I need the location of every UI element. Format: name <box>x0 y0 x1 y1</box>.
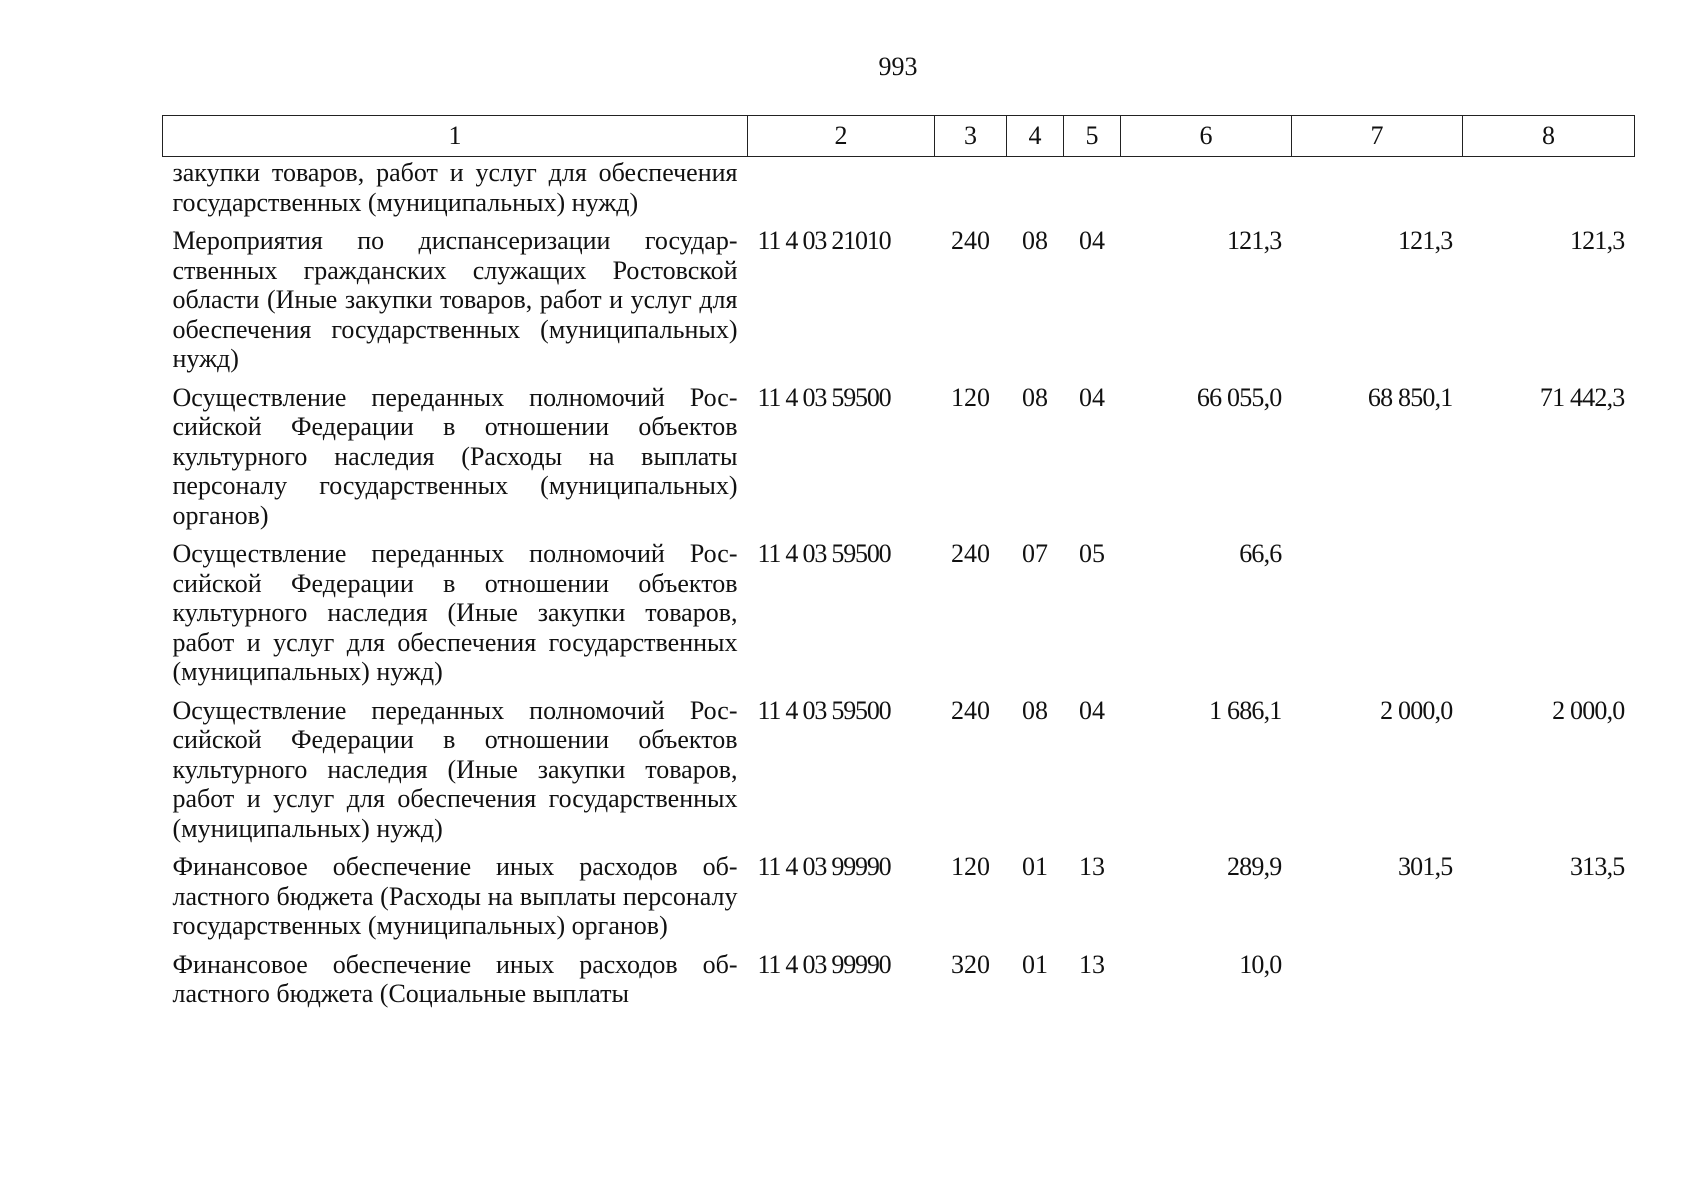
row-code: 11 4 03 59500 <box>757 382 891 412</box>
row-code: 11 4 03 99990 <box>757 852 891 881</box>
row-name: закупки товаров, работ и услуг для обеспечения государственных (муниципальных) нужд) <box>172 158 738 217</box>
row-name: Осуществление переданных полномочий Российской Федерации в отношении объектов культурного наследия (Расходы на выплаты персоналу государственных (муниципальных) органов) <box>172 382 738 530</box>
row-year2 <box>1292 530 1463 687</box>
row-rz: 01 <box>1022 852 1048 881</box>
header-row <box>163 116 1635 157</box>
row-year1: 121,3 <box>1226 226 1282 255</box>
row-pr: 04 <box>1079 382 1105 412</box>
row-pr: 04 <box>1079 226 1105 255</box>
row-year1: 289,9 <box>1226 852 1282 881</box>
row-vr: 320 <box>951 949 990 979</box>
row-year3: 121,3 <box>1569 226 1625 255</box>
table-row <box>163 530 1635 687</box>
table-row <box>163 843 1635 941</box>
table-row <box>163 374 1635 531</box>
row-rz: 07 <box>1022 539 1048 568</box>
row-code: 11 4 03 99990 <box>757 949 891 979</box>
table-header <box>163 116 1635 157</box>
row-pr <box>1064 157 1121 218</box>
row-name: Финансовое обеспечение иных расходов областного бюджета (Расходы на выплаты персоналу государственных (муниципальных) органов) <box>172 852 738 940</box>
row-year1: 66,6 <box>1239 539 1282 568</box>
row-name: Осуществление переданных полномочий Российской Федерации в отношении объектов культурного наследия (Иные закупки товаров, работ и услуг для обеспечения государственных (муниципальных) нужд) <box>172 695 738 843</box>
row-year1: 1 686,1 <box>1209 695 1282 725</box>
row-year1: 66 055,0 <box>1196 382 1282 412</box>
row-code: 11 4 03 59500 <box>757 539 891 568</box>
header-col-4: 4 <box>1007 116 1064 157</box>
row-name: Осуществление переданных полномочий Российской Федерации в отношении объектов культурного наследия (Иные закупки товаров, работ и услуг для обеспечения государственных (муниципальных) нужд) <box>172 539 738 686</box>
row-pr: 04 <box>1079 695 1105 725</box>
row-year3 <box>1463 941 1635 1009</box>
row-rz: 08 <box>1022 382 1048 412</box>
page-number: 993 <box>878 52 918 81</box>
row-year1 <box>1121 157 1292 218</box>
row-pr: 13 <box>1079 949 1105 979</box>
table-row <box>163 687 1635 844</box>
row-year2: 301,5 <box>1397 852 1453 881</box>
row-year2: 2 000,0 <box>1380 695 1453 725</box>
row-code: 11 4 03 21010 <box>757 226 891 255</box>
row-vr: 240 <box>951 226 990 255</box>
header-col-3: 3 <box>935 116 1007 157</box>
row-year2 <box>1292 941 1463 1009</box>
table-body <box>163 157 1635 1009</box>
row-pr: 13 <box>1079 852 1105 881</box>
header-col-6: 6 <box>1121 116 1292 157</box>
row-vr: 240 <box>951 695 990 725</box>
row-year2: 121,3 <box>1397 226 1453 255</box>
header-col-2: 2 <box>748 116 935 157</box>
row-vr <box>935 157 1007 218</box>
row-rz: 01 <box>1022 949 1048 979</box>
header-col-1: 1 <box>163 116 748 157</box>
row-year3 <box>1463 157 1635 218</box>
row-code <box>748 157 935 218</box>
row-code: 11 4 03 59500 <box>757 695 891 725</box>
row-year3: 2 000,0 <box>1552 695 1625 725</box>
row-year3: 313,5 <box>1569 852 1625 881</box>
row-rz: 08 <box>1022 695 1048 725</box>
table-row <box>163 941 1635 1009</box>
row-rz <box>1007 157 1064 218</box>
header-col-8: 8 <box>1463 116 1635 157</box>
row-vr: 120 <box>951 382 990 412</box>
row-rz: 08 <box>1022 226 1048 255</box>
row-pr: 05 <box>1079 539 1105 568</box>
row-year2 <box>1292 157 1463 218</box>
table-row <box>163 157 1635 218</box>
row-year2: 68 850,1 <box>1367 382 1453 412</box>
row-vr: 240 <box>951 539 990 568</box>
header-col-7: 7 <box>1292 116 1463 157</box>
row-year3 <box>1463 530 1635 687</box>
budget-table <box>162 115 1635 1009</box>
table-row <box>163 217 1635 374</box>
row-year3: 71 442,3 <box>1539 382 1625 412</box>
header-col-5: 5 <box>1064 116 1121 157</box>
row-name: Мероприятия по диспансеризации государственных гражданских служащих Ростовской области (Иные закупки товаров, работ и услуг для обеспечения государственных (муниципальных) нужд) <box>172 226 738 373</box>
row-vr: 120 <box>951 852 990 881</box>
row-name: Финансовое обеспечение иных расходов областного бюджета (Социальные выплаты <box>172 949 738 1008</box>
row-year1: 10,0 <box>1239 949 1282 979</box>
